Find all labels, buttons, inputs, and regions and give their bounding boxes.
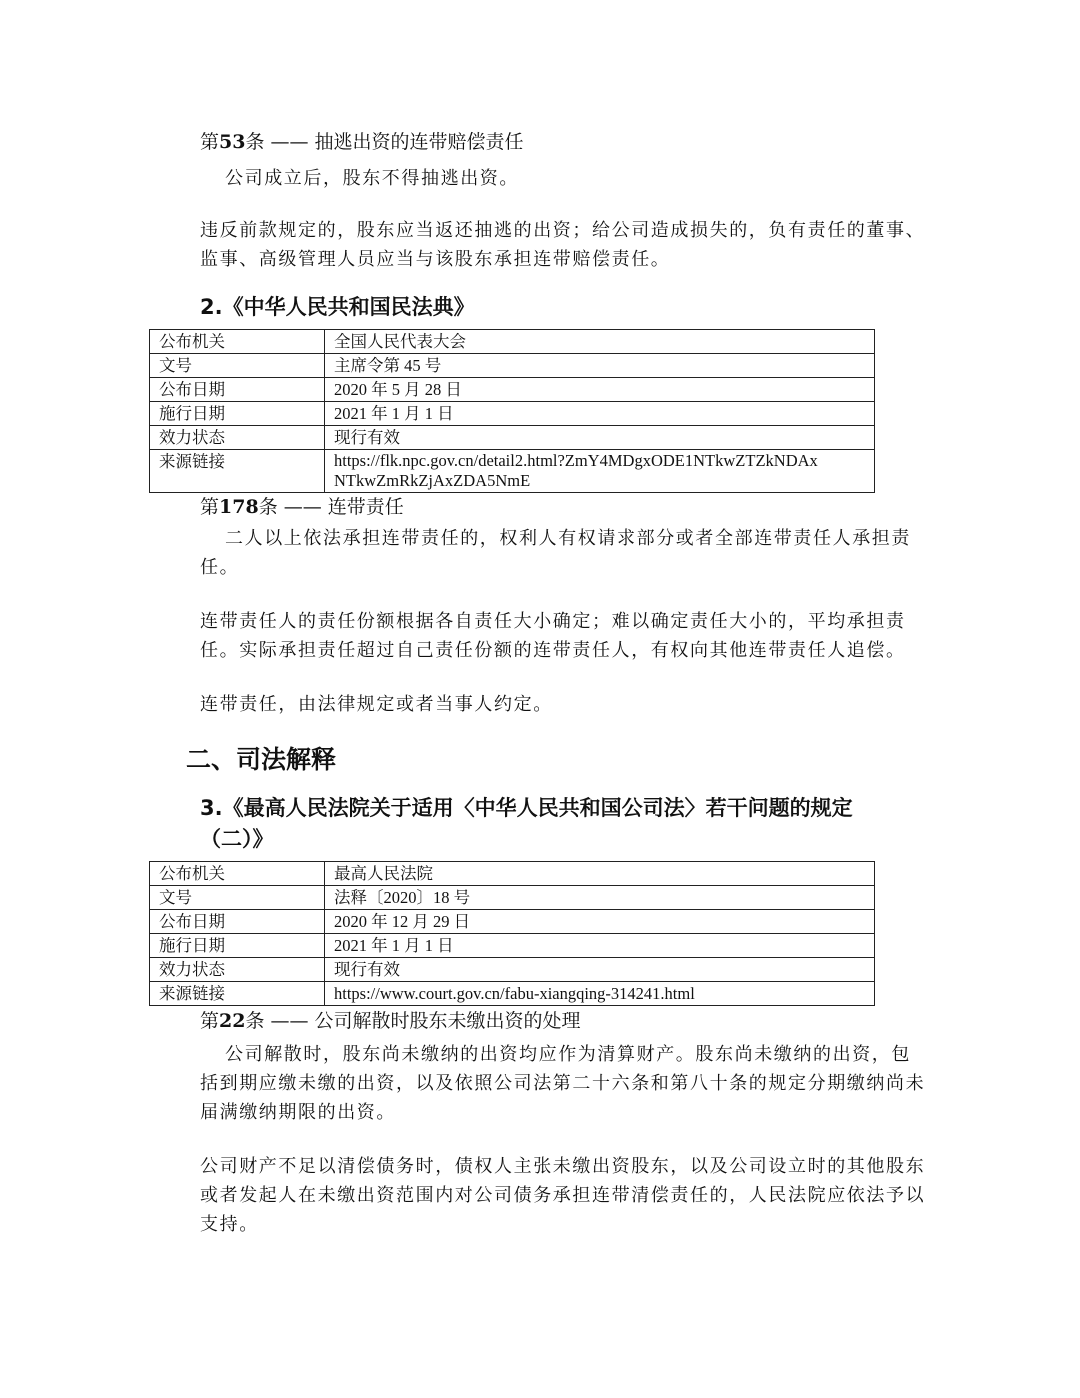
article-178-paragraph-1-line-2: 任。 [200, 557, 240, 578]
table-key: 来源链接 [150, 982, 325, 1006]
article-22-paragraph-2-line-1: 公司财产不足以清偿债务时，债权人主张未缴出资股东，以及公司设立时的其他股东 [200, 1156, 926, 1177]
table-value: 现行有效 [325, 958, 875, 982]
table-key: 施行日期 [150, 934, 325, 958]
table-row [150, 426, 875, 450]
company-law-provisions-title-line-1: 3.《最高人民法院关于适用〈中华人民共和国公司法〉若干问题的规定 [200, 796, 853, 820]
article-53-paragraph-2-line-1: 违反前款规定的，股东应当返还抽逃的出资；给公司造成损失的，负有责任的董事、 [200, 220, 926, 241]
table-value: 2020 年 5 月 28 日 [325, 378, 875, 402]
table-value: 2021 年 1 月 1 日 [325, 934, 875, 958]
table-key: 公布日期 [150, 910, 325, 934]
company-law-provisions-info-table [149, 861, 875, 1006]
table-row [150, 402, 875, 426]
civil-code-title: 2.《中华人民共和国民法典》 [200, 295, 475, 319]
table-value: 主席令第 45 号 [325, 354, 875, 378]
article-22-paragraph-1-line-3: 届满缴纳期限的出资。 [200, 1102, 396, 1123]
article-22-paragraph-1-line-2: 括到期应缴未缴的出资，以及依照公司法第二十六条和第八十条的规定分期缴纳尚未 [200, 1073, 926, 1094]
article-22-heading: 第22条 —— 公司解散时股东未缴出资的处理 [200, 1010, 581, 1032]
table-value: 2021 年 1 月 1 日 [325, 402, 875, 426]
table-row [150, 886, 875, 910]
table-row [150, 450, 875, 493]
table-value: 现行有效 [325, 426, 875, 450]
table-row [150, 862, 875, 886]
article-178-heading: 第178条 —— 连带责任 [200, 496, 404, 518]
article-53-paragraph-1: 公司成立后，股东不得抽逃出资。 [225, 168, 519, 189]
table-key: 效力状态 [150, 426, 325, 450]
table-value: 法释〔2020〕18 号 [325, 886, 875, 910]
table-row [150, 934, 875, 958]
source-link-line-1[interactable]: https://flk.npc.gov.cn/detail2.html?ZmY4MDgxODE1NTkwZTZkNDAx [334, 451, 818, 470]
civil-code-info-table [149, 329, 875, 493]
table-row [150, 982, 875, 1006]
article-22-paragraph-2-line-3: 支持。 [200, 1214, 259, 1235]
source-link-value[interactable]: https://www.court.gov.cn/fabu-xiangqing-314241.html [325, 982, 875, 1006]
article-178-paragraph-3: 连带责任，由法律规定或者当事人约定。 [200, 694, 553, 715]
table-key: 公布日期 [150, 378, 325, 402]
table-row [150, 330, 875, 354]
table-row [150, 910, 875, 934]
article-178-paragraph-1-line-1: 二人以上依法承担连带责任的，权利人有权请求部分或者全部连带责任人承担责 [225, 528, 911, 549]
article-178-paragraph-2-line-1: 连带责任人的责任份额根据各自责任大小确定；难以确定责任大小的，平均承担责 [200, 611, 906, 632]
article-22-paragraph-1-line-1: 公司解散时，股东尚未缴纳的出资均应作为清算财产。股东尚未缴纳的出资，包 [225, 1044, 911, 1065]
source-link-line-2[interactable]: NTkwZmRkZjAxZDA5NmE [334, 471, 531, 490]
table-key: 效力状态 [150, 958, 325, 982]
article-53-heading: 第53条 —— 抽逃出资的连带赔偿责任 [200, 131, 524, 153]
table-key: 公布机关 [150, 862, 325, 886]
table-key: 来源链接 [150, 450, 325, 493]
article-53-paragraph-2-line-2: 监事、高级管理人员应当与该股东承担连带赔偿责任。 [200, 249, 671, 270]
table-key: 公布机关 [150, 330, 325, 354]
table-key: 文号 [150, 354, 325, 378]
table-key: 文号 [150, 886, 325, 910]
source-link-cell[interactable] [325, 450, 875, 493]
section-heading-judicial-interpretation: 二、司法解释 [186, 745, 337, 774]
table-row [150, 958, 875, 982]
table-row [150, 378, 875, 402]
table-row [150, 354, 875, 378]
table-value: 最高人民法院 [325, 862, 875, 886]
table-key: 施行日期 [150, 402, 325, 426]
article-22-paragraph-2-line-2: 或者发起人在未缴出资范围内对公司债务承担连带清偿责任的，人民法院应依法予以 [200, 1185, 926, 1206]
table-value: 2020 年 12 月 29 日 [325, 910, 875, 934]
table-value: 全国人民代表大会 [325, 330, 875, 354]
article-178-paragraph-2-line-2: 任。实际承担责任超过自己责任份额的连带责任人，有权向其他连带责任人追偿。 [200, 640, 906, 661]
company-law-provisions-title-line-2: （二）》 [200, 827, 274, 851]
